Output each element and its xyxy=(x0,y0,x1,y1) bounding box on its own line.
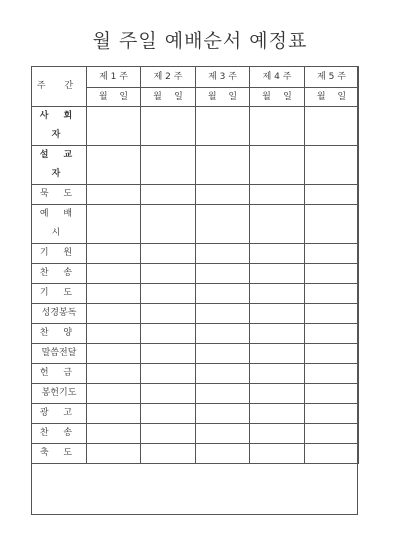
schedule-cell[interactable] xyxy=(141,185,196,205)
day-label: 일 xyxy=(119,92,129,102)
schedule-cell[interactable] xyxy=(141,364,196,384)
month-label: 월 xyxy=(316,92,326,102)
month-day-header xyxy=(250,88,305,107)
page-title: 월 주일 예배순서 예정표 xyxy=(92,30,308,52)
week-header: 제 1 주 xyxy=(87,67,141,88)
schedule-cell[interactable] xyxy=(87,364,141,384)
table-row xyxy=(32,384,359,404)
schedule-cell[interactable] xyxy=(250,185,305,205)
row-label: 기 원 xyxy=(32,244,87,264)
day-label: 일 xyxy=(174,92,183,102)
schedule-cell[interactable] xyxy=(250,324,305,344)
schedule-cell[interactable] xyxy=(87,264,141,284)
schedule-cell[interactable] xyxy=(250,146,305,185)
table-row xyxy=(32,107,359,146)
schedule-cell[interactable] xyxy=(305,146,359,185)
week-header: 제 4 주 xyxy=(250,67,305,88)
month-label: 월 xyxy=(207,92,217,102)
schedule-cell[interactable] xyxy=(250,384,305,404)
schedule-cell[interactable] xyxy=(196,284,250,304)
schedule-cell[interactable] xyxy=(141,284,196,304)
month-day-header xyxy=(87,88,141,107)
row-label: 찬 송 xyxy=(32,424,87,444)
month-day-header xyxy=(305,88,359,107)
schedule-cell[interactable] xyxy=(196,264,250,284)
schedule-cell[interactable] xyxy=(305,324,359,344)
schedule-cell[interactable] xyxy=(305,304,359,324)
schedule-cell[interactable] xyxy=(250,205,305,244)
schedule-cell[interactable] xyxy=(250,264,305,284)
table-row xyxy=(32,284,359,304)
schedule-cell[interactable] xyxy=(141,107,196,146)
schedule-cell[interactable] xyxy=(141,146,196,185)
schedule-cell[interactable] xyxy=(196,344,250,364)
row-label: 봉헌기도 xyxy=(32,384,87,404)
schedule-cell[interactable] xyxy=(87,324,141,344)
schedule-cell[interactable] xyxy=(305,244,359,264)
schedule-cell[interactable] xyxy=(305,284,359,304)
schedule-cell[interactable] xyxy=(196,185,250,205)
corner-header: 주 간 xyxy=(32,67,87,107)
schedule-cell[interactable] xyxy=(87,205,141,244)
schedule-cell[interactable] xyxy=(87,384,141,404)
schedule-cell[interactable] xyxy=(305,205,359,244)
schedule-cell[interactable] xyxy=(196,205,250,244)
schedule-cell[interactable] xyxy=(305,107,359,146)
row-label: 성경봉독 xyxy=(32,304,87,324)
row-label: 기 도 xyxy=(32,284,87,304)
schedule-cell[interactable] xyxy=(87,304,141,324)
day-label: 일 xyxy=(337,92,347,102)
schedule-cell[interactable] xyxy=(141,384,196,404)
week-header: 제 2 주 xyxy=(141,67,196,88)
table-row xyxy=(32,185,359,205)
row-label: 사 회 자 xyxy=(32,107,87,146)
table-row xyxy=(32,146,359,185)
row-label: 축 도 xyxy=(32,444,87,464)
table-row xyxy=(32,344,359,364)
schedule-cell[interactable] xyxy=(250,304,305,324)
month-label: 월 xyxy=(153,92,162,102)
schedule-cell[interactable] xyxy=(305,185,359,205)
row-label: 예 배 시 xyxy=(32,205,87,244)
week-header: 제 5 주 xyxy=(305,67,359,88)
schedule-cell[interactable] xyxy=(196,364,250,384)
row-label: 헌 금 xyxy=(32,364,87,384)
month-label: 월 xyxy=(98,92,108,102)
schedule-cell[interactable] xyxy=(250,344,305,364)
schedule-cell[interactable] xyxy=(305,264,359,284)
table-row xyxy=(32,304,359,324)
schedule-cell[interactable] xyxy=(250,244,305,264)
month-label: 월 xyxy=(262,92,271,102)
schedule-cell[interactable] xyxy=(196,304,250,324)
schedule-cell[interactable] xyxy=(87,284,141,304)
schedule-cell[interactable] xyxy=(305,364,359,384)
table-row xyxy=(32,324,359,344)
table-row xyxy=(32,264,359,284)
month-day-header xyxy=(196,88,250,107)
row-label: 광 고 xyxy=(32,404,87,424)
day-label: 일 xyxy=(283,92,292,102)
schedule-cell[interactable] xyxy=(250,284,305,304)
schedule-cell[interactable] xyxy=(87,185,141,205)
schedule-cell[interactable] xyxy=(196,107,250,146)
schedule-cell[interactable] xyxy=(141,205,196,244)
row-label: 찬 송 xyxy=(32,264,87,284)
week-header: 제 3 주 xyxy=(196,67,250,88)
schedule-cell[interactable] xyxy=(87,244,141,264)
table-row xyxy=(32,364,359,384)
table-row xyxy=(32,244,359,264)
row-label: 찬 양 xyxy=(32,324,87,344)
row-label: 말씀전달 xyxy=(32,344,87,364)
schedule-cell[interactable] xyxy=(305,344,359,364)
schedule-cell[interactable] xyxy=(141,244,196,264)
schedule-cell[interactable] xyxy=(196,384,250,404)
schedule-cell[interactable] xyxy=(87,146,141,185)
schedule-cell[interactable] xyxy=(196,146,250,185)
schedule-cell[interactable] xyxy=(305,384,359,404)
schedule-cell[interactable] xyxy=(87,344,141,364)
schedule-cell[interactable] xyxy=(141,344,196,364)
row-label: 묵 도 xyxy=(32,185,87,205)
schedule-cell[interactable] xyxy=(141,264,196,284)
table-row xyxy=(32,205,359,244)
schedule-cell[interactable] xyxy=(87,107,141,146)
row-label: 설 교 자 xyxy=(32,146,87,185)
schedule-cell[interactable] xyxy=(196,324,250,344)
month-day-header xyxy=(141,88,196,107)
schedule-cell[interactable] xyxy=(141,324,196,344)
notes-divider xyxy=(31,403,358,405)
schedule-cell[interactable] xyxy=(250,364,305,384)
schedule-cell[interactable] xyxy=(141,304,196,324)
notes-area[interactable] xyxy=(33,407,356,513)
day-label: 일 xyxy=(228,92,238,102)
schedule-cell[interactable] xyxy=(250,107,305,146)
schedule-cell[interactable] xyxy=(196,244,250,264)
